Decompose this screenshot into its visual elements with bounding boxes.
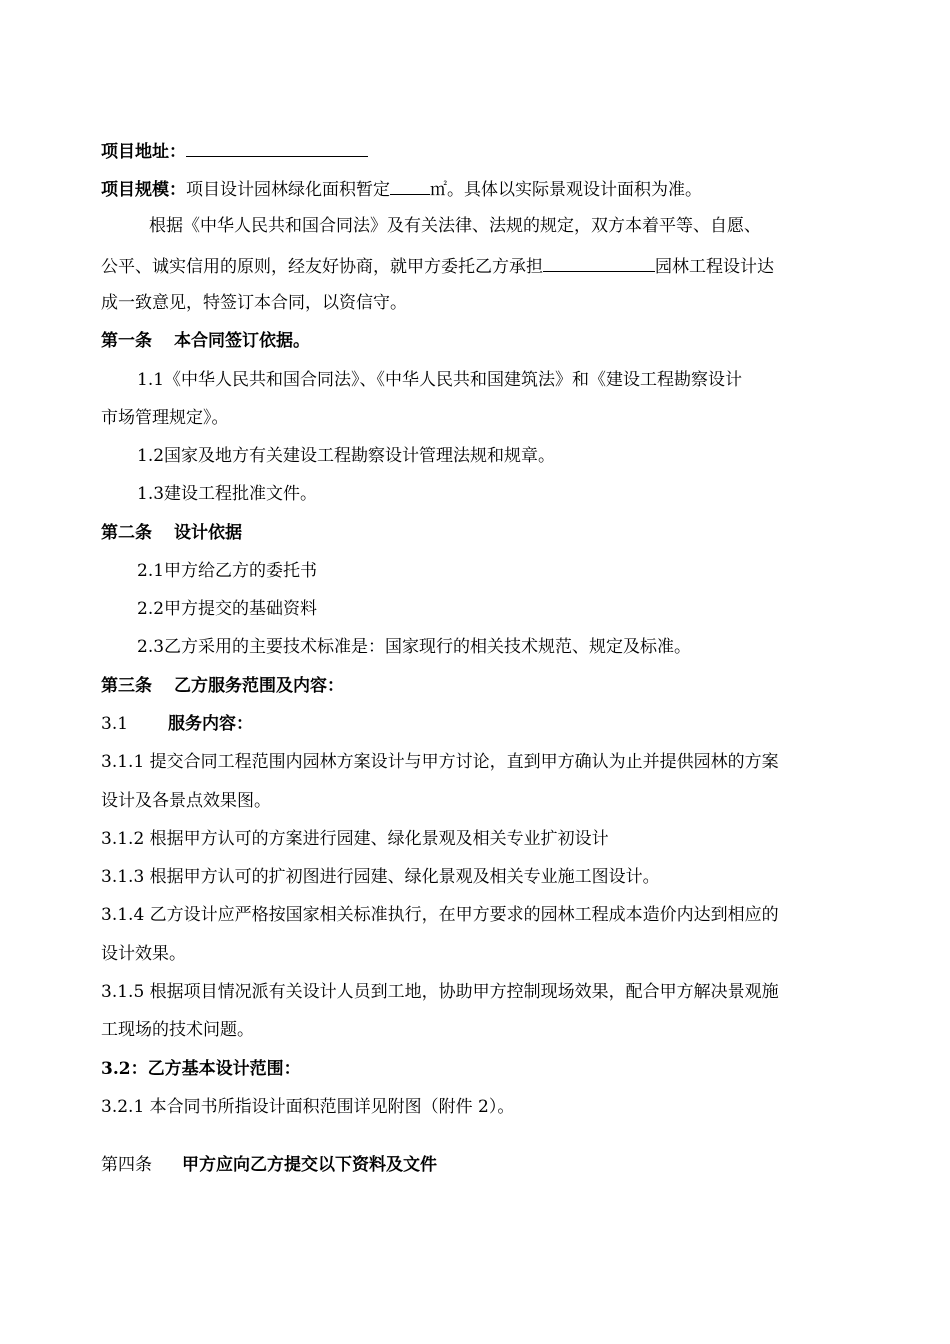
article-1-number: 第一条 <box>101 331 152 351</box>
article-1-item-1-line-2: 市场管理规定》。 <box>101 408 229 428</box>
project-scale-line <box>101 176 861 202</box>
article-3-heading <box>101 674 861 698</box>
article-1-item-1-line-1: 1.1《中华人民共和国合同法》、《中华人民共和国建筑法》和《建设工程勘察设计 <box>137 370 743 390</box>
project-name-blank[interactable] <box>543 253 655 272</box>
item-3-1-5-line-2: 工现场的技术问题。 <box>101 1020 254 1040</box>
item-3-1-1-line-1: 3.1.1 提交合同工程范围内园林方案设计与甲方讨论，直到甲方确认为止并提供园林的方案 <box>101 752 779 772</box>
article-1-item-3: 1.3建设工程批准文件。 <box>137 484 318 504</box>
article-4-number: 第四条 <box>101 1155 152 1175</box>
article-4-heading <box>101 1153 861 1177</box>
article-2-title: 设计依据 <box>174 523 242 543</box>
project-address-blank[interactable] <box>186 138 368 157</box>
project-address-label: 项目地址： <box>101 142 186 162</box>
article-1-heading <box>101 329 861 353</box>
project-address-line <box>101 138 861 164</box>
project-scale-label: 项目规模： <box>101 180 186 200</box>
preamble-line-2-after: 园林工程设计达 <box>655 257 774 277</box>
preamble-line-3: 成一致意见，特签订本合同，以资信守。 <box>101 293 407 313</box>
item-3-2-1: 3.2.1 本合同书所指设计面积范围详见附图（附件 2）。 <box>101 1097 515 1117</box>
article-1-title: 本合同签订依据。 <box>174 331 310 351</box>
article-3-title: 乙方服务范围及内容： <box>174 676 344 696</box>
section-3-1-heading <box>101 712 861 736</box>
article-4-title: 甲方应向乙方提交以下资料及文件 <box>182 1155 437 1175</box>
item-3-1-4-line-2: 设计效果。 <box>101 944 186 964</box>
article-1-item-2: 1.2国家及地方有关建设工程勘察设计管理法规和规章。 <box>137 446 556 466</box>
section-3-1-title: 服务内容： <box>168 714 254 734</box>
item-3-1-4-line-1: 3.1.4 乙方设计应严格按国家相关标准执行，在甲方要求的园林工程成本造价内达到相应的 <box>101 905 779 925</box>
article-2-number: 第二条 <box>101 523 152 543</box>
item-3-1-1-line-2: 设计及各景点效果图。 <box>101 791 271 811</box>
article-2-item-2: 2.2甲方提交的基础资料 <box>137 599 318 619</box>
section-3-2-heading: 3.2：乙方基本设计范围： <box>101 1059 301 1079</box>
preamble-line-2 <box>101 253 861 279</box>
item-3-1-5-line-1: 3.1.5 根据项目情况派有关设计人员到工地，协助甲方控制现场效果，配合甲方解决景观施 <box>101 982 779 1002</box>
preamble-line-2-before: 公平、诚实信用的原则，经友好协商，就甲方委托乙方承担 <box>101 257 543 277</box>
article-3-number: 第三条 <box>101 676 152 696</box>
section-3-1-number: 3.1 <box>101 714 129 734</box>
project-area-blank[interactable] <box>390 176 430 195</box>
preamble-line-1: 根据《中华人民共和国合同法》及有关法律、法规的规定，双方本着平等、自愿、 <box>149 216 761 236</box>
project-scale-text-after: ㎡。具体以实际景观设计面积为准。 <box>430 180 702 200</box>
article-2-item-1: 2.1甲方给乙方的委托书 <box>137 561 318 581</box>
item-3-1-2: 3.1.2 根据甲方认可的方案进行园建、绿化景观及相关专业扩初设计 <box>101 829 609 849</box>
article-2-heading <box>101 521 861 545</box>
item-3-1-3: 3.1.3 根据甲方认可的扩初图进行园建、绿化景观及相关专业施工图设计。 <box>101 867 660 887</box>
project-scale-text-before: 项目设计园林绿化面积暂定 <box>186 180 390 200</box>
article-2-item-3: 2.3乙方采用的主要技术标准是：国家现行的相关技术规范、规定及标准。 <box>137 637 692 657</box>
